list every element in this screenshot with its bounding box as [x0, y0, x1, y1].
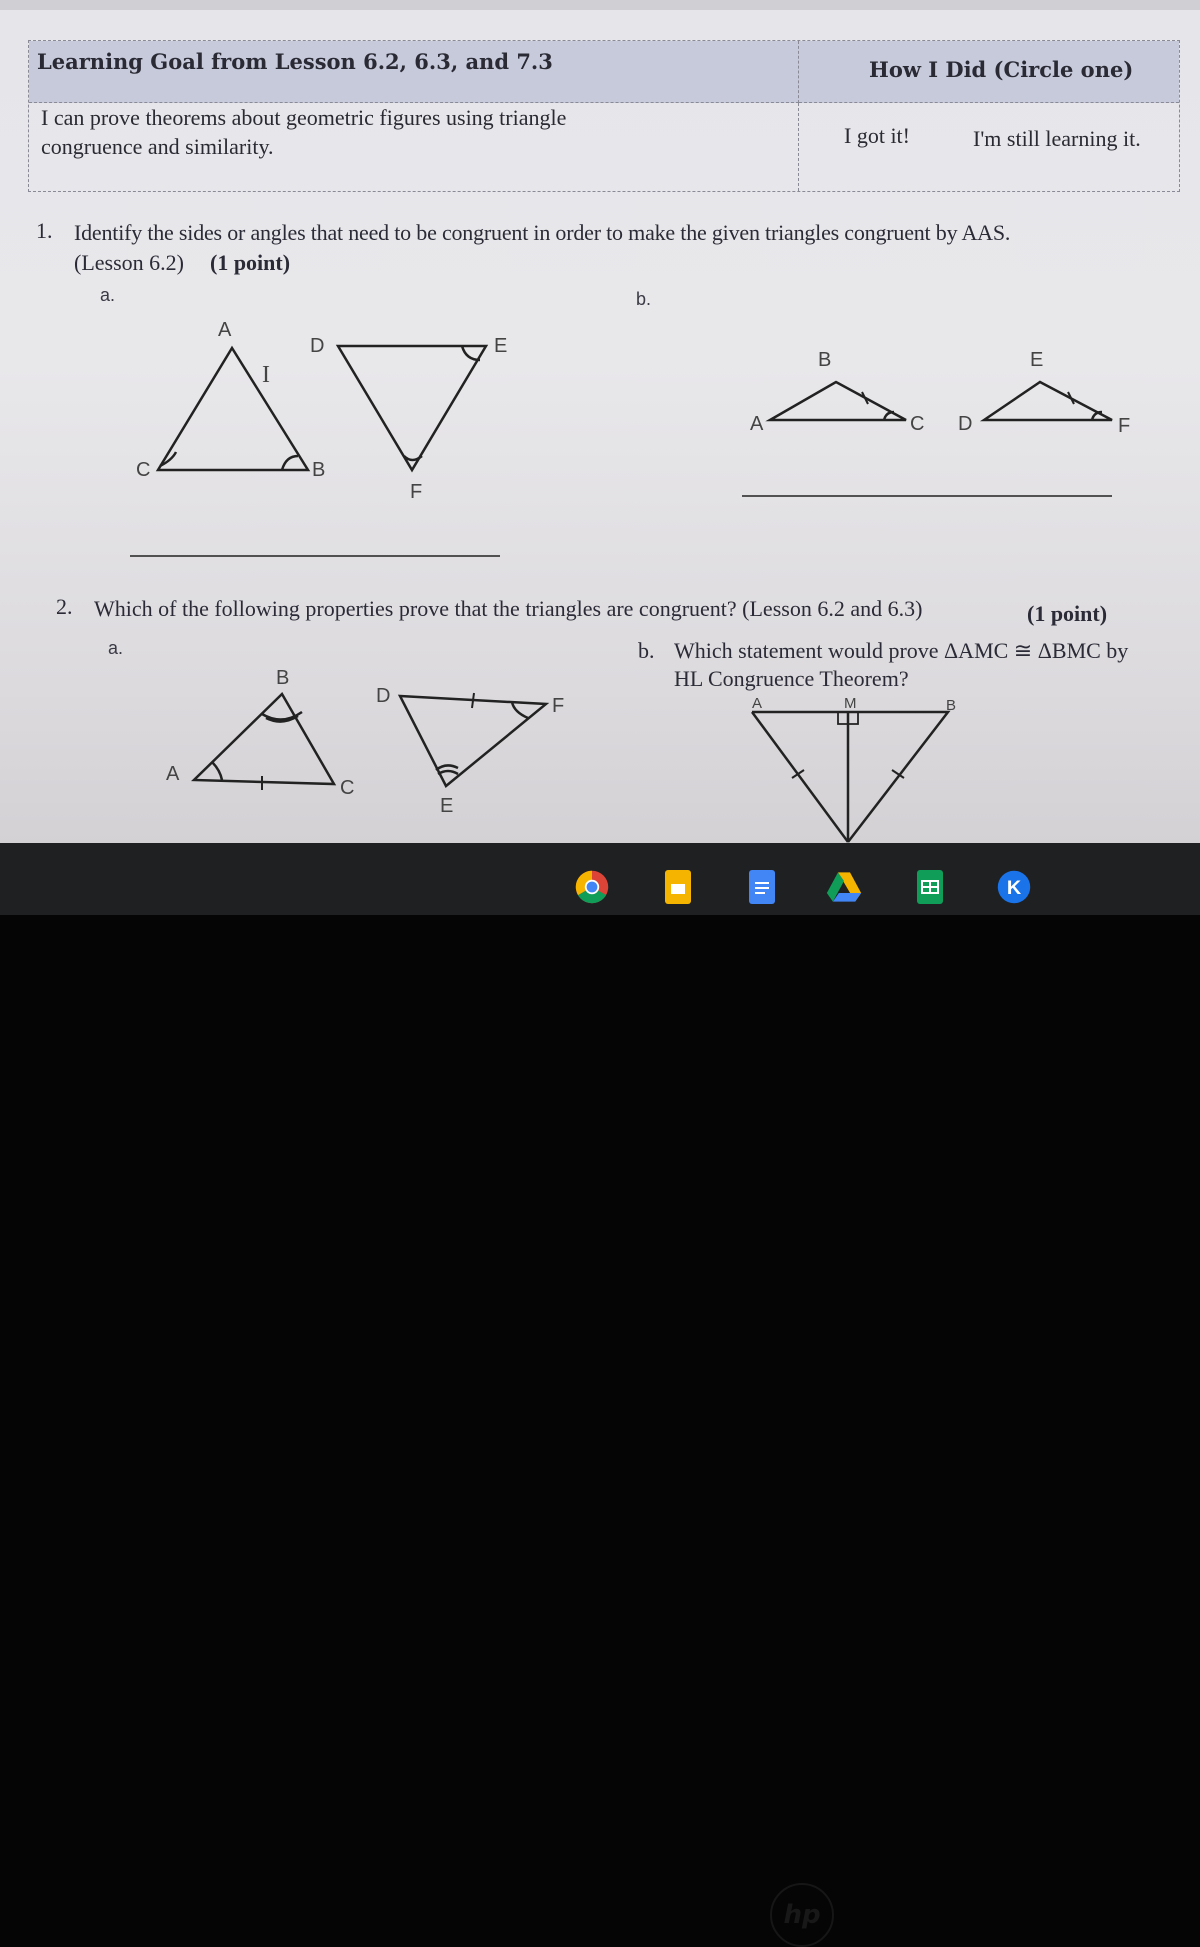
q2-number: 2.	[56, 594, 73, 619]
q1-points: (1 point)	[210, 250, 291, 275]
q1b-vertex-f: F	[1118, 415, 1131, 437]
q2b-tick-ac	[792, 770, 804, 778]
q2-part-a-label: a.	[108, 638, 124, 658]
q2-b-statement-2: HL Congruence Theorem?	[674, 666, 909, 691]
q2-part-b-label: b.	[638, 638, 655, 663]
q1a-vertex-c: C	[136, 459, 151, 481]
docs-icon[interactable]	[744, 865, 780, 909]
slides-icon[interactable]	[660, 865, 696, 909]
q2b-vertex-a: A	[752, 695, 763, 712]
q1b-vertex-d: D	[958, 413, 973, 435]
geometry-figures	[0, 0, 1200, 915]
q1b-vertex-e: E	[1030, 349, 1044, 371]
q1b-triangle-def	[984, 382, 1112, 420]
q1-number: 1.	[36, 218, 53, 243]
q1a-vertex-b: B	[312, 459, 326, 481]
q2a-vertex-b: B	[276, 667, 290, 689]
q1b-vertex-b: B	[818, 349, 832, 371]
goal-line-2: congruence and similarity.	[41, 134, 274, 159]
q2-points: (1 point)	[1027, 601, 1108, 626]
q2b-triangle-abc	[752, 712, 948, 842]
q2a-vertex-a: A	[166, 763, 180, 785]
q1a-triangle-def	[338, 346, 486, 470]
hp-logo: hp	[770, 1883, 834, 1947]
q2b-side-ac	[752, 712, 848, 842]
q1a-triangle-abc	[158, 348, 308, 470]
q1a-vertex-f: F	[410, 481, 423, 503]
q2a-triangle-abc	[194, 694, 334, 784]
q2b-vertex-b: B	[946, 697, 957, 714]
q1b-vertex-a: A	[750, 413, 764, 435]
q1-part-b-label: b.	[636, 289, 652, 309]
goal-header: Learning Goal from Lesson 6.2, 6.3, and 7.3	[37, 49, 553, 74]
q2a-angle-e-mark-2	[438, 771, 458, 774]
q1a-angle-e-mark	[462, 346, 480, 360]
option-still-learning[interactable]: I'm still learning it.	[973, 126, 1141, 151]
q1a-vertex-a: A	[218, 319, 232, 341]
how-i-did-header: How I Did (Circle one)	[869, 57, 1134, 82]
sheets-icon[interactable]	[912, 865, 948, 909]
q1-part-a-label: a.	[100, 285, 116, 305]
q1a-vertex-e: E	[494, 335, 508, 357]
drive-icon[interactable]	[826, 865, 862, 909]
goal-line-1: I can prove theorems about geometric figures using triangle	[41, 105, 567, 130]
taskbar	[0, 843, 1200, 915]
q1b-vertex-c: C	[910, 413, 925, 435]
q2a-angle-f-mark	[512, 702, 528, 718]
chrome-icon[interactable]	[574, 865, 610, 909]
laptop-bezel	[0, 915, 1200, 1930]
q2a-vertex-e: E	[440, 795, 454, 817]
option-got-it[interactable]: I got it!	[844, 123, 910, 148]
q1a-vertex-d: D	[310, 335, 325, 357]
q1-text: Identify the sides or angles that need to be congruent in order to make the given triangles congruent by AAS.	[74, 220, 1011, 245]
q2a-vertex-f: F	[552, 695, 565, 717]
q1a-side-mark: I	[262, 362, 270, 388]
q2a-tick-df	[472, 693, 474, 708]
q1a-angle-b-mark	[282, 456, 298, 470]
q2b-vertex-m: M	[844, 695, 857, 712]
q2-text: Which of the following properties prove that the triangles are congruent? (Lesson 6.2 and 6.3)	[94, 596, 923, 621]
kami-icon[interactable]	[996, 865, 1032, 909]
q2a-angle-e-mark	[436, 765, 458, 770]
q2-b-statement: Which statement would prove ΔAMC ≅ ΔBMC by	[674, 638, 1129, 663]
kami-letter: K	[1006, 877, 1022, 900]
q2a-vertex-d: D	[376, 685, 391, 707]
q2a-angle-a-mark	[212, 762, 222, 780]
q1-lesson: (Lesson 6.2)	[74, 250, 184, 275]
q2a-vertex-c: C	[340, 777, 355, 799]
q2a-triangle-def	[400, 696, 546, 786]
screen	[0, 0, 1200, 915]
